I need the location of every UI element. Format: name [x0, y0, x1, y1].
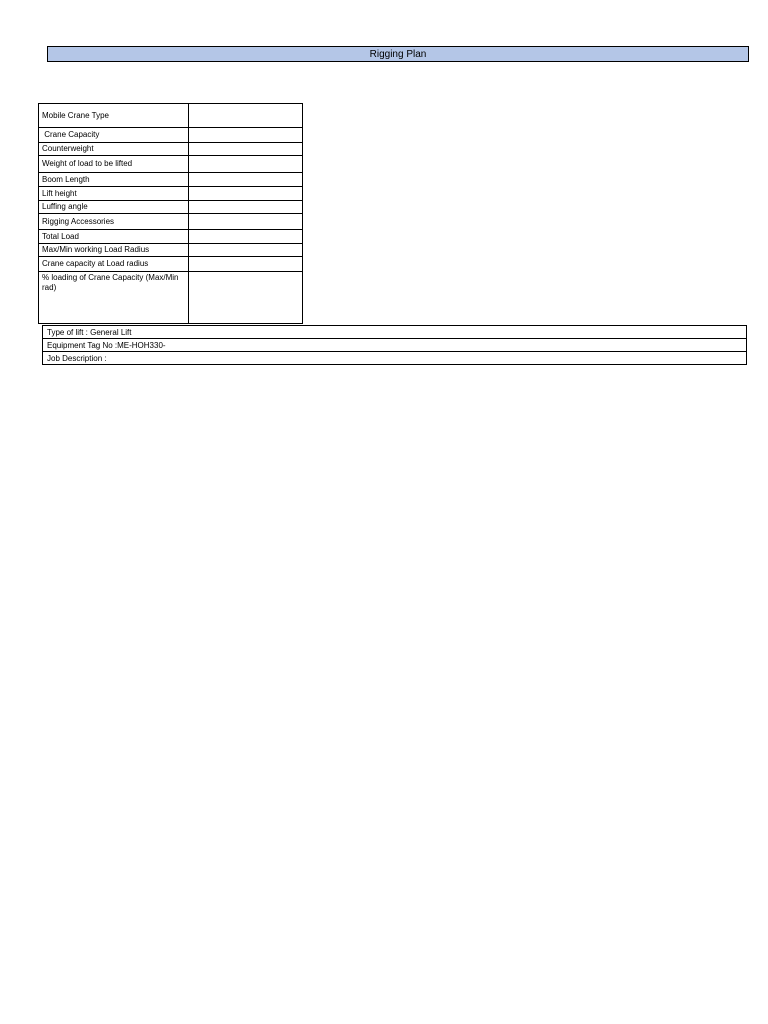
- spec-value-capacity-at-radius[interactable]: [189, 257, 303, 272]
- spec-label-crane-capacity: Crane Capacity: [39, 128, 189, 143]
- spec-label-capacity-at-radius: Crane capacity at Load radius: [39, 257, 189, 272]
- spec-label-mobile-crane-type: Mobile Crane Type: [39, 104, 189, 128]
- equipment-tag-number: Equipment Tag No :ME-HOH330-: [43, 339, 747, 352]
- table-row: [39, 143, 303, 156]
- lift-info-table: [42, 325, 747, 365]
- spec-value-counterweight[interactable]: [189, 143, 303, 156]
- table-row: [39, 104, 303, 128]
- table-row: [43, 339, 747, 352]
- table-row: [39, 272, 303, 324]
- table-row: [39, 187, 303, 201]
- table-row: [39, 214, 303, 230]
- spec-value-percent-loading[interactable]: [189, 272, 303, 324]
- table-row: [39, 230, 303, 244]
- spec-label-luffing-angle: Luffing angle: [39, 201, 189, 214]
- job-description: Job Description :: [43, 352, 747, 365]
- table-row: [39, 156, 303, 173]
- spec-value-total-load[interactable]: [189, 230, 303, 244]
- spec-value-rigging-accessories[interactable]: [189, 214, 303, 230]
- spec-value-lift-height[interactable]: [189, 187, 303, 201]
- spec-label-weight-of-load: Weight of load to be lifted: [39, 156, 189, 173]
- spec-label-counterweight: Counterweight: [39, 143, 189, 156]
- table-row: [39, 244, 303, 257]
- type-of-lift: Type of lift : General Lift: [43, 326, 747, 339]
- spec-value-load-radius[interactable]: [189, 244, 303, 257]
- spec-value-luffing-angle[interactable]: [189, 201, 303, 214]
- table-row: [43, 352, 747, 365]
- spec-label-percent-loading: % loading of Crane Capacity (Max/Min rad): [39, 272, 189, 324]
- spec-label-lift-height: Lift height: [39, 187, 189, 201]
- table-row: [39, 201, 303, 214]
- table-row: [39, 128, 303, 143]
- table-row: [39, 257, 303, 272]
- spec-label-load-radius: Max/Min working Load Radius: [39, 244, 189, 257]
- spec-value-boom-length[interactable]: [189, 173, 303, 187]
- spec-value-mobile-crane-type[interactable]: [189, 104, 303, 128]
- spec-label-boom-length: Boom Length: [39, 173, 189, 187]
- table-row: [39, 173, 303, 187]
- crane-spec-table: [38, 103, 303, 324]
- spec-label-rigging-accessories: Rigging Accessories: [39, 214, 189, 230]
- table-row: [43, 326, 747, 339]
- spec-label-total-load: Total Load: [39, 230, 189, 244]
- spec-value-crane-capacity[interactable]: [189, 128, 303, 143]
- document-title: Rigging Plan: [47, 46, 749, 62]
- spec-value-weight-of-load[interactable]: [189, 156, 303, 173]
